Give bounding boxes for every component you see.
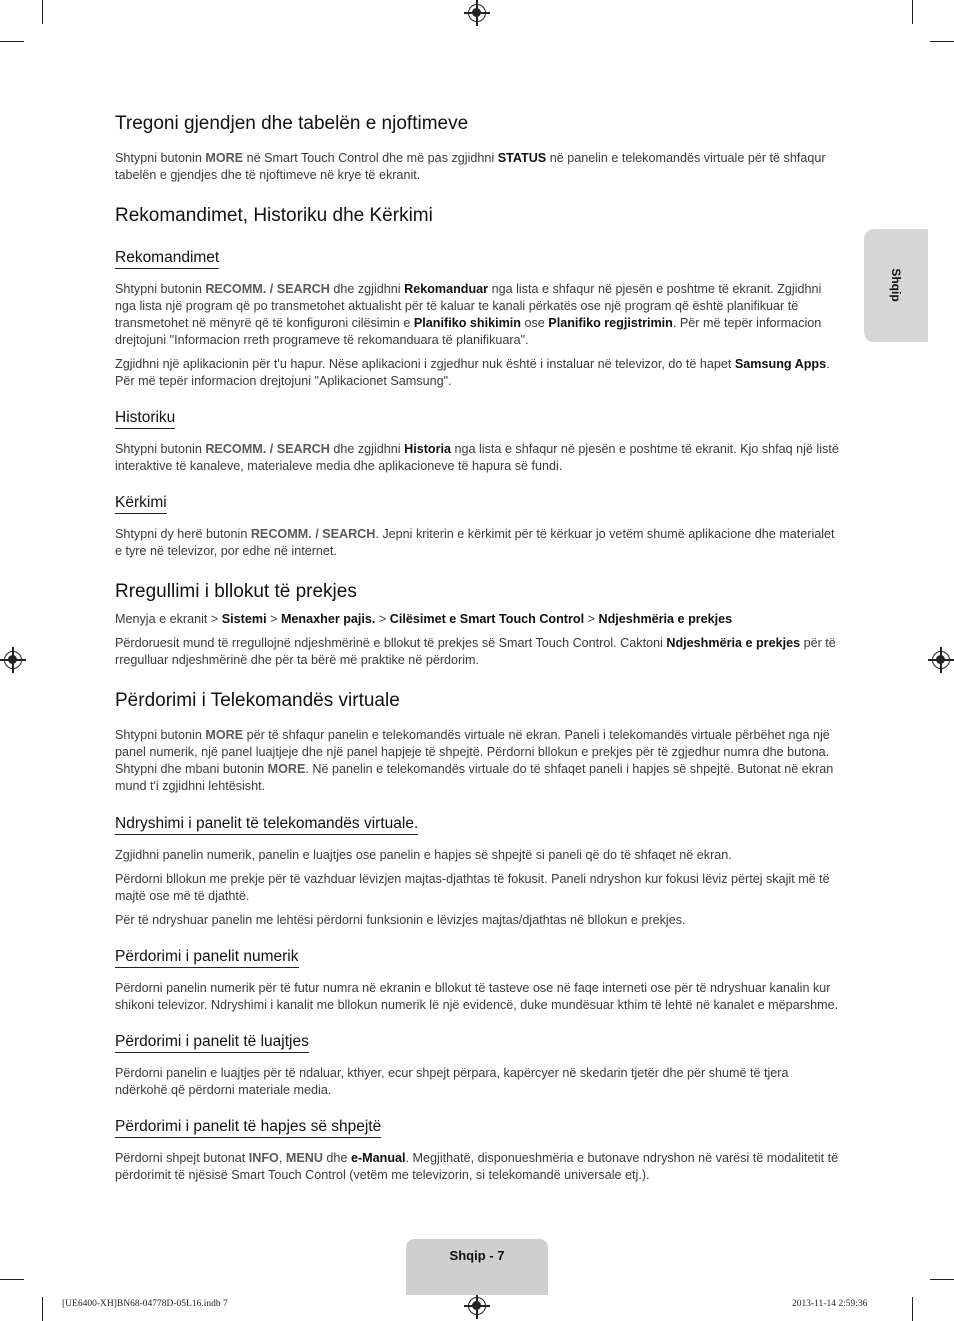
page-number-label: Shqip - 7 [449,1248,505,1263]
subsection-title-changing-panel: Ndryshimi i panelit të telekomandës virtuale. [115,815,418,835]
text: . Jepni kriterin e kërkimit për të kërkuar jo vetëm shumë aplikacione dhe materialet e tyre në televizor, por edhe në internet. [115,527,835,558]
menu-item-menaxher-pajis: Menaxher pajis. [280,612,376,626]
option-planifiko-shikimin: Planifiko shikimin [413,316,521,330]
page-content [115,112,843,1184]
crop-mark [912,0,913,24]
paragraph-playback-panel: Përdorni panelin e luajtjes për të ndaluar, kthyer, ecur shpejt përpara, kapërcyer në skedarin tjetër dhe për shumë të tjera ndërkohë që përdorni materiale media. [115,1066,789,1097]
button-name-recomm-search: RECOMM. / SEARCH [250,527,376,541]
button-name-recomm-search: RECOMM. / SEARCH [205,442,330,456]
print-timestamp: 2013-11-14 2:59:36 [792,1299,868,1309]
option-e-manual: e-Manual [350,1151,406,1165]
button-name-more: MORE [205,151,244,165]
button-name-menu: MENU [285,1151,323,1165]
paragraph-changing-panel-2: Përdorni bllokun me prekje për të vazhduar lëvizjen majtas-djathtas të fokusit. Paneli ndryshon kur fokusi lëviz përtej skajit më të majtë ose më të djathtë. [115,872,830,903]
text: > [584,612,599,626]
registration-mark-icon [468,4,486,22]
crop-mark [42,1297,43,1321]
option-historia: Historia [404,442,451,456]
print-file-info: [UE6400-XH]BN68-04778D-05L16.indb 7 [62,1299,228,1309]
text: . Megjithatë, disponueshmëria e butonave ndryshon në varësi të modalitetit të përdorimit të njësisë Smart Touch Control (vetëm me televizorin, si telekomandë universale etj.). [115,1151,839,1182]
text: > [375,612,390,626]
app-samsung-apps: Samsung Apps [734,357,827,371]
paragraph-historiku [115,441,843,475]
text: nga lista e shfaqur në pjesën e poshtme të ekranit. Zgjidhni nga lista një program që po transmetohet aktualisht për të kaluar te kanali përkatës ose një program që është planifikuar të transmetohet në mënyrë që të konfiguroni cilësimin e [115,282,822,330]
paragraph-rekomandimet-1 [115,281,843,349]
section-title-virtual-remote: Përdorimi i Telekomandës virtuale [115,690,400,711]
subsection-title-historiku: Historiku [115,409,175,429]
subsection-title-playback-panel: Përdorimi i panelit të luajtjes [115,1033,309,1053]
subsection-title-rekomandimet: Rekomandimet [115,249,219,269]
text: për të rregulluar ndjeshmërinë dhe për ta bërë më praktike në përdorim. [115,636,836,667]
paragraph-quick-access-panel [115,1150,843,1184]
crop-mark [930,1279,954,1280]
text: Shtypni butonin [115,282,206,296]
text: dhe [322,1151,351,1165]
menu-path [115,611,843,628]
subsection-title-kerkimi: Kërkimi [115,494,167,514]
paragraph-status [115,150,843,184]
text: > [266,612,281,626]
crop-mark [42,0,43,24]
menu-item-sistemi: Sistemi [221,612,267,626]
option-planifiko-regjistrimin: Planifiko regjistrimin [548,316,673,330]
language-side-tab-label: Shqip [889,268,903,302]
paragraph-virtual-remote [115,727,843,795]
text: Shtypni butonin [115,442,206,456]
paragraph-touchpad [115,635,843,669]
section-title-status: Tregoni gjendjen dhe tabelën e njoftimeve [115,113,469,134]
text: Shtypni butonin [115,151,206,165]
button-name-more: MORE [267,762,306,776]
menu-item-cilesimet: Cilësimet e Smart Touch Control [389,612,585,626]
button-name-more: MORE [205,728,244,742]
crop-mark [0,41,24,42]
subsection-title-numeric-panel: Përdorimi i panelit numerik [115,948,299,968]
paragraph-changing-panel-1: Zgjidhni panelin numerik, panelin e luajtjes ose panelin e hapjes së shpejtë si paneli që do të shfaqet në ekran. [115,848,732,862]
text: . Për më tepër informacion drejtojuni "Informacion rreth programeve të rekomanduara të planifikuara". [115,316,822,347]
text: në Smart Touch Control dhe më pas zgjidhni [243,151,498,165]
paragraph-rekomandimet-2 [115,356,843,390]
text: Shtypni dy herë butonin [115,527,251,541]
text: nga lista e shfaqur në pjesën e poshtme të ekranit. Kjo shfaq një listë interaktive të kanaleve, materialeve media dhe aplikacioneve të hapura së fundi. [115,442,839,473]
text: për të shfaqur panelin e telekomandës virtuale në ekran. Paneli i telekomandës virtuale përbëhet nga një panel numerik, një panel luajtjeje dhe një panel hapjeje të shpejtë. Përdorni bllokun e prekjes për të zgjedhur numra dhe butona. Shtypni dhe mbani butonin [115,728,830,776]
text: dhe zgjidhni [329,282,405,296]
paragraph-numeric-panel: Përdorni panelin numerik për të futur numra në ekranin e bllokut të tasteve ose në faqe interneti ose për të ndryshuar kanalin kur shikoni televizor. Ndryshimi i kanalit me bllokun numerik lë një evidencë, duke mundësuar kthim të lehtë në kanalet e mëparshme. [115,981,839,1012]
paragraph-changing-panel-3: Për të ndryshuar panelin me lehtësi përdorni funksionin e lëvizjes majtas/djathtas në bllokun e prekjes. [115,913,686,927]
menu-item-ndjeshmeria: Ndjeshmëria e prekjes [598,612,733,626]
registration-mark-icon [468,1297,486,1315]
crop-mark [912,1297,913,1321]
text: në panelin e telekomandës virtuale për të shfaqur tabelën e gjendjes dhe të njoftimeve në krye të ekranit. [115,151,826,182]
button-name-info: INFO [248,1151,279,1165]
text: , [278,1151,286,1165]
button-name-recomm-search: RECOMM. / SEARCH [205,282,330,296]
text: . Për më tepër informacion drejtojuni "Aplikacionet Samsung". [115,357,830,388]
text: ose [520,316,549,330]
option-rekomanduar: Rekomanduar [404,282,489,296]
registration-mark-icon [932,651,950,669]
paragraph-kerkimi [115,526,843,560]
registration-mark-icon [4,651,22,669]
text: Shtypni butonin [115,728,206,742]
crop-mark [0,1279,24,1280]
text: . Në panelin e telekomandës virtuale do të shfaqet paneli i hapjes së shpejtë. Butonat në ekran mund t'i zgjidhni lehtësisht. [115,762,834,793]
language-side-tab [864,229,928,342]
text: Përdorni shpejt butonat [115,1151,249,1165]
text: Zgjidhni një aplikacionin për t'u hapur. Nëse aplikacioni i zgjedhur nuk është i instaluar në televizor, do të hapet [115,357,735,371]
button-name-status: STATUS [497,151,547,165]
text: dhe zgjidhni [329,442,405,456]
text: Përdoruesit mund të rregullojnë ndjeshmërinë e bllokut të prekjes së Smart Touch Control. Caktoni [115,636,667,650]
option-ndjeshmeria: Ndjeshmëria e prekjes [666,636,801,650]
subsection-title-quick-access-panel: Përdorimi i panelit të hapjes së shpejtë [115,1118,381,1138]
text: Menyja e ekranit > [115,612,222,626]
page-number-tab [406,1239,548,1295]
section-title-recommendations: Rekomandimet, Historiku dhe Kërkimi [115,205,433,226]
section-title-touchpad: Rregullimi i bllokut të prekjes [115,581,357,602]
crop-mark [930,41,954,42]
